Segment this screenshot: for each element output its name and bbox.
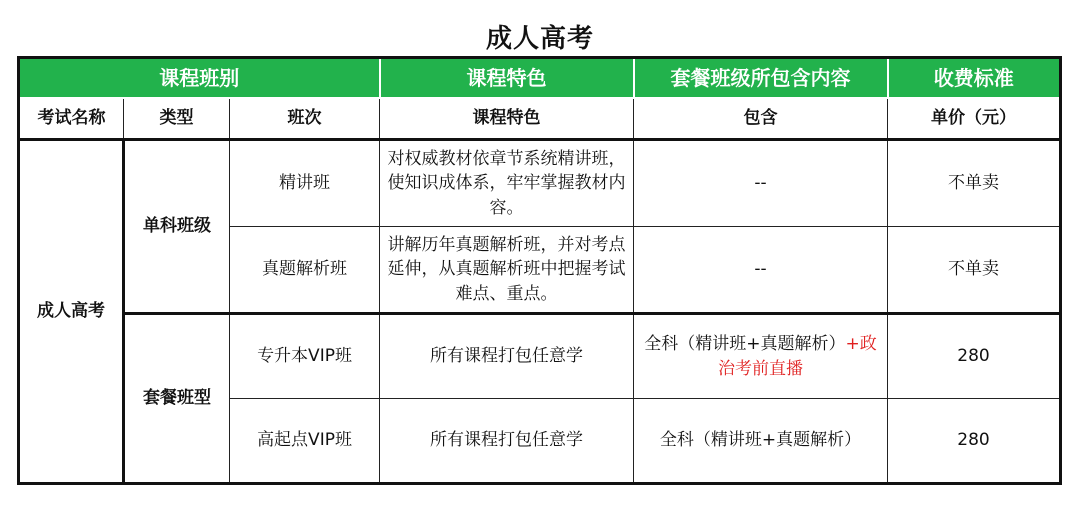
includes-text: 全科（精讲班+真题解析） [644, 333, 846, 354]
class-cell: 精讲班 [230, 140, 380, 227]
features-cell: 所有课程打包任意学 [380, 399, 634, 484]
includes-extra-text: +政治考前直播 [718, 333, 877, 379]
class-cell: 真题解析班 [230, 227, 380, 314]
table-subheader-row [19, 98, 1061, 140]
price-cell: 不单卖 [888, 140, 1061, 227]
includes-cell [634, 314, 888, 399]
includes-cell: 全科（精讲班+真题解析） [634, 399, 888, 484]
includes-cell: -- [634, 140, 888, 227]
features-cell: 对权威教材依章节系统精讲班，使知识成体系，牢牢掌握教材内容。 [380, 140, 634, 227]
exam-name-cell: 成人高考 [19, 140, 124, 484]
subheader-features: 课程特色 [380, 98, 634, 140]
includes-cell: -- [634, 227, 888, 314]
course-fee-table [17, 56, 1062, 485]
type-cell-package: 套餐班型 [124, 314, 230, 484]
price-cell: 280 [888, 399, 1061, 484]
price-cell: 不单卖 [888, 227, 1061, 314]
class-cell: 高起点VIP班 [230, 399, 380, 484]
header-package-contents: 套餐班级所包含内容 [634, 58, 888, 99]
features-cell: 所有课程打包任意学 [380, 314, 634, 399]
type-cell-single: 单科班级 [124, 140, 230, 314]
features-cell: 讲解历年真题解析班，并对考点延伸，从真题解析班中把握考试难点、重点。 [380, 227, 634, 314]
page-title: 成人高考 [485, 24, 594, 54]
header-fee-standard: 收费标准 [888, 58, 1061, 99]
class-cell: 专升本VIP班 [230, 314, 380, 399]
table-row [19, 140, 1061, 227]
subheader-exam-name: 考试名称 [19, 98, 124, 140]
table-row [19, 314, 1061, 399]
subheader-class: 班次 [230, 98, 380, 140]
table-header-row [19, 58, 1061, 99]
subheader-unit-price: 单价（元） [888, 98, 1061, 140]
subheader-includes: 包含 [634, 98, 888, 140]
header-course-class: 课程班别 [19, 58, 380, 99]
header-course-features: 课程特色 [380, 58, 634, 99]
subheader-type: 类型 [124, 98, 230, 140]
price-cell: 280 [888, 314, 1061, 399]
